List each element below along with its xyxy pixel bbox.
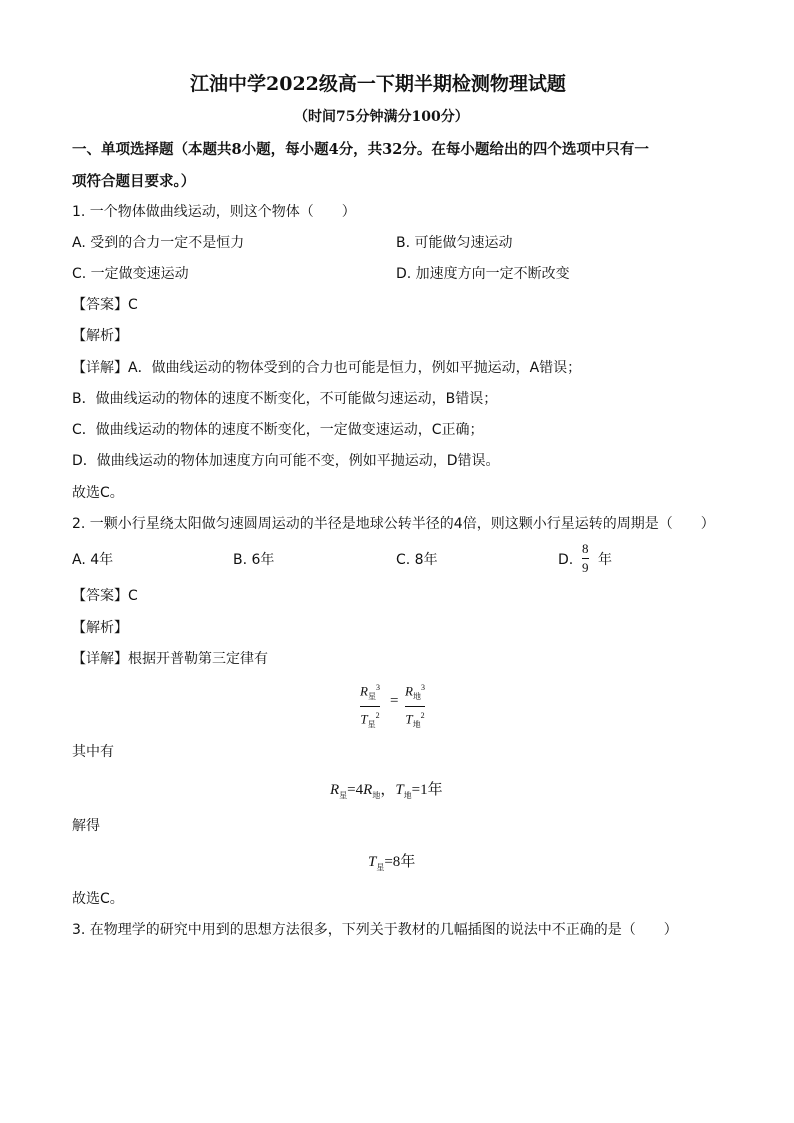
question-1-option-a: A. 受到的合力一定不是恒力 — [72, 235, 245, 251]
question-1-stem: 1. 一个物体做曲线运动，则这个物体（ ） — [72, 204, 356, 220]
question-2-conclusion: 故选C。 — [72, 891, 124, 907]
fraction-bar — [582, 558, 589, 559]
question-2-detail: 【详解】根据开普勒第三定律有 — [72, 651, 268, 667]
formula-1-left-fraction — [360, 680, 380, 733]
question-2-solve: 解得 — [72, 818, 100, 834]
question-3-stem: 3. 在物理学的研究中用到的思想方法很多，下列关于教材的几幅插图的说法中不正确的是（ ） — [72, 922, 678, 938]
section-heading-line2: 项符合题目要求。） — [72, 173, 196, 190]
formula-1-right-denominator: $T_地^2$ — [405, 710, 425, 729]
page-title: 江油中学2022级高一下期半期检测物理试题 — [190, 73, 566, 95]
question-1-detail-b: B．做曲线运动的物体的速度不断变化，不可能做匀速运动，B错误； — [72, 391, 498, 407]
fraction-bar — [405, 706, 425, 707]
question-2-option-b: B. 6年 — [233, 552, 275, 568]
fraction-bar — [360, 706, 380, 707]
question-1-option-c: C. 一定做变速运动 — [72, 266, 189, 282]
question-1-detail-c: C．做曲线运动的物体的速度不断变化，一定做变速运动，C正确； — [72, 422, 484, 438]
formula-1-right-numerator: $R_地^3$ — [405, 683, 425, 701]
question-1-option-b: B. 可能做匀速运动 — [396, 235, 513, 251]
question-2-option-d-fraction — [582, 541, 589, 576]
formula-1-left-denominator: $T_星^2$ — [360, 710, 380, 729]
fraction-denominator: 9 — [582, 560, 589, 575]
question-2-answer: 【答案】C — [72, 588, 138, 604]
question-1-answer: 【答案】C — [72, 297, 138, 313]
question-2-where: 其中有 — [72, 744, 114, 760]
question-2-option-d-prefix: D. — [558, 552, 574, 568]
question-2-stem: 2. 一颗小行星绕太阳做匀速圆周运动的半径是地球公转半径的4倍，则这颗小行星运转的周期是（ ） — [72, 516, 715, 532]
formula-1-right-fraction — [405, 680, 425, 733]
question-2-option-d-unit: 年 — [598, 552, 612, 568]
question-1-detail-a: 【详解】A．做曲线运动的物体受到的合力也可能是恒力，例如平抛运动，A错误； — [72, 360, 582, 376]
formula-1-equals: = — [390, 693, 399, 709]
question-2-option-a: A. 4年 — [72, 552, 114, 568]
question-2-analysis: 【解析】 — [72, 620, 128, 636]
question-1-detail-d: D．做曲线运动的物体加速度方向可能不变，例如平抛运动，D错误。 — [72, 453, 500, 469]
question-1-conclusion: 故选C。 — [72, 485, 124, 501]
question-1-analysis: 【解析】 — [72, 328, 128, 344]
page-subtitle: （时间75分钟满分100分） — [294, 109, 469, 125]
question-1-option-d: D. 加速度方向一定不断改变 — [396, 266, 570, 282]
formula-2: $R_星=4R_地$，$T_地=1$年 — [330, 782, 443, 800]
formula-3: $T_星=8$年 — [368, 854, 416, 872]
formula-1-left-numerator: $R_星^3$ — [360, 683, 380, 701]
fraction-numerator: 8 — [582, 541, 589, 556]
section-heading-line1: 一、单项选择题（本题共8小题，每小题4分，共32分。在每小题给出的四个选项中只有一 — [72, 141, 649, 158]
question-2-option-c: C. 8年 — [396, 552, 438, 568]
